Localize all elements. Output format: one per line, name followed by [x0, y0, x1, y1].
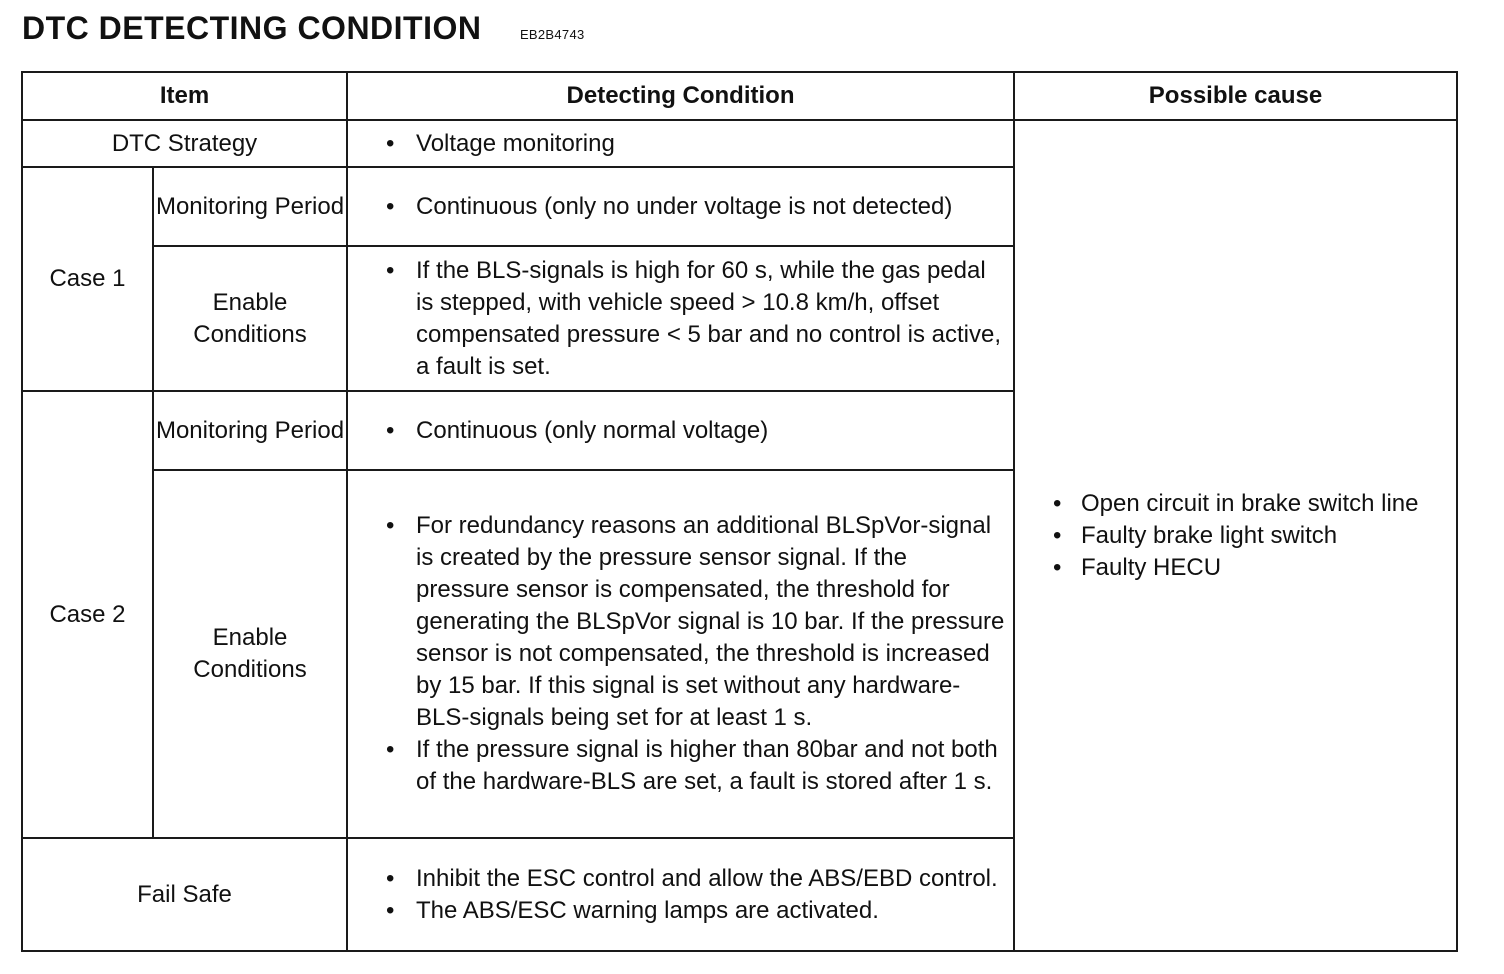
dtc-strategy-condition-cell [347, 120, 1014, 167]
page-title: DTC DETECTING CONDITION [22, 10, 482, 46]
fail-safe-item: • Inhibit the ESC control and allow the ABS/EBD control. [386, 863, 1005, 895]
page-heading [22, 10, 585, 50]
dtc-condition-table [21, 71, 1458, 952]
possible-cause-cell [1014, 120, 1457, 951]
case1-enable-label: Enable Conditions [153, 246, 347, 391]
case1-enable-cell [347, 246, 1014, 391]
case2-monitoring-text: • Continuous (only normal voltage) [386, 415, 1005, 447]
case2-enable-cell [347, 470, 1014, 838]
header-possible-cause: Possible cause [1014, 72, 1457, 120]
case1-monitoring-text: • Continuous (only no under voltage is not detected) [386, 191, 1005, 223]
case1-monitoring-cell [347, 167, 1014, 246]
case2-enable-item: • If the pressure signal is higher than 80bar and not both of the hardware-BLS are set, a fault is stored after 1 s. [386, 734, 1005, 798]
dtc-strategy-condition: • Voltage monitoring [386, 128, 1005, 160]
table-row-dtc-strategy [22, 120, 1457, 167]
case2-enable-label: Enable Conditions [153, 470, 347, 838]
case1-label: Case 1 [22, 167, 153, 391]
case2-label: Case 2 [22, 391, 153, 838]
case1-monitoring-label: Monitoring Period [153, 167, 347, 246]
fail-safe-label: Fail Safe [22, 838, 347, 951]
dtc-strategy-label: DTC Strategy [22, 120, 347, 167]
possible-cause-item: • Open circuit in brake switch line [1053, 488, 1448, 520]
table-header-row [22, 72, 1457, 120]
possible-cause-item: • Faulty HECU [1053, 552, 1448, 584]
document-code: EB2B4743 [519, 27, 585, 42]
fail-safe-cell [347, 838, 1014, 951]
case2-monitoring-cell [347, 391, 1014, 470]
case2-monitoring-label: Monitoring Period [153, 391, 347, 470]
possible-cause-item: • Faulty brake light switch [1053, 520, 1448, 552]
header-detecting-condition: Detecting Condition [347, 72, 1014, 120]
fail-safe-item: • The ABS/ESC warning lamps are activated. [386, 895, 1005, 927]
header-item: Item [22, 72, 347, 120]
case1-enable-text: • If the BLS-signals is high for 60 s, while the gas pedal is stepped, with vehicle speed > 10.8 km/h, offset compensated pressure < 5 bar and no control is active, a fault is set. [386, 255, 1005, 383]
case2-enable-item: • For redundancy reasons an additional BLSpVor-signal is created by the pressure sensor signal. If the pressure sensor is compensated, the threshold for generating the BLSpVor signal is 10 bar. If the pressure sensor is not compensated, the threshold is increased by 15 bar. If this signal is set without any hardware-BLS-signals being set for at least 1 s. [386, 510, 1005, 734]
